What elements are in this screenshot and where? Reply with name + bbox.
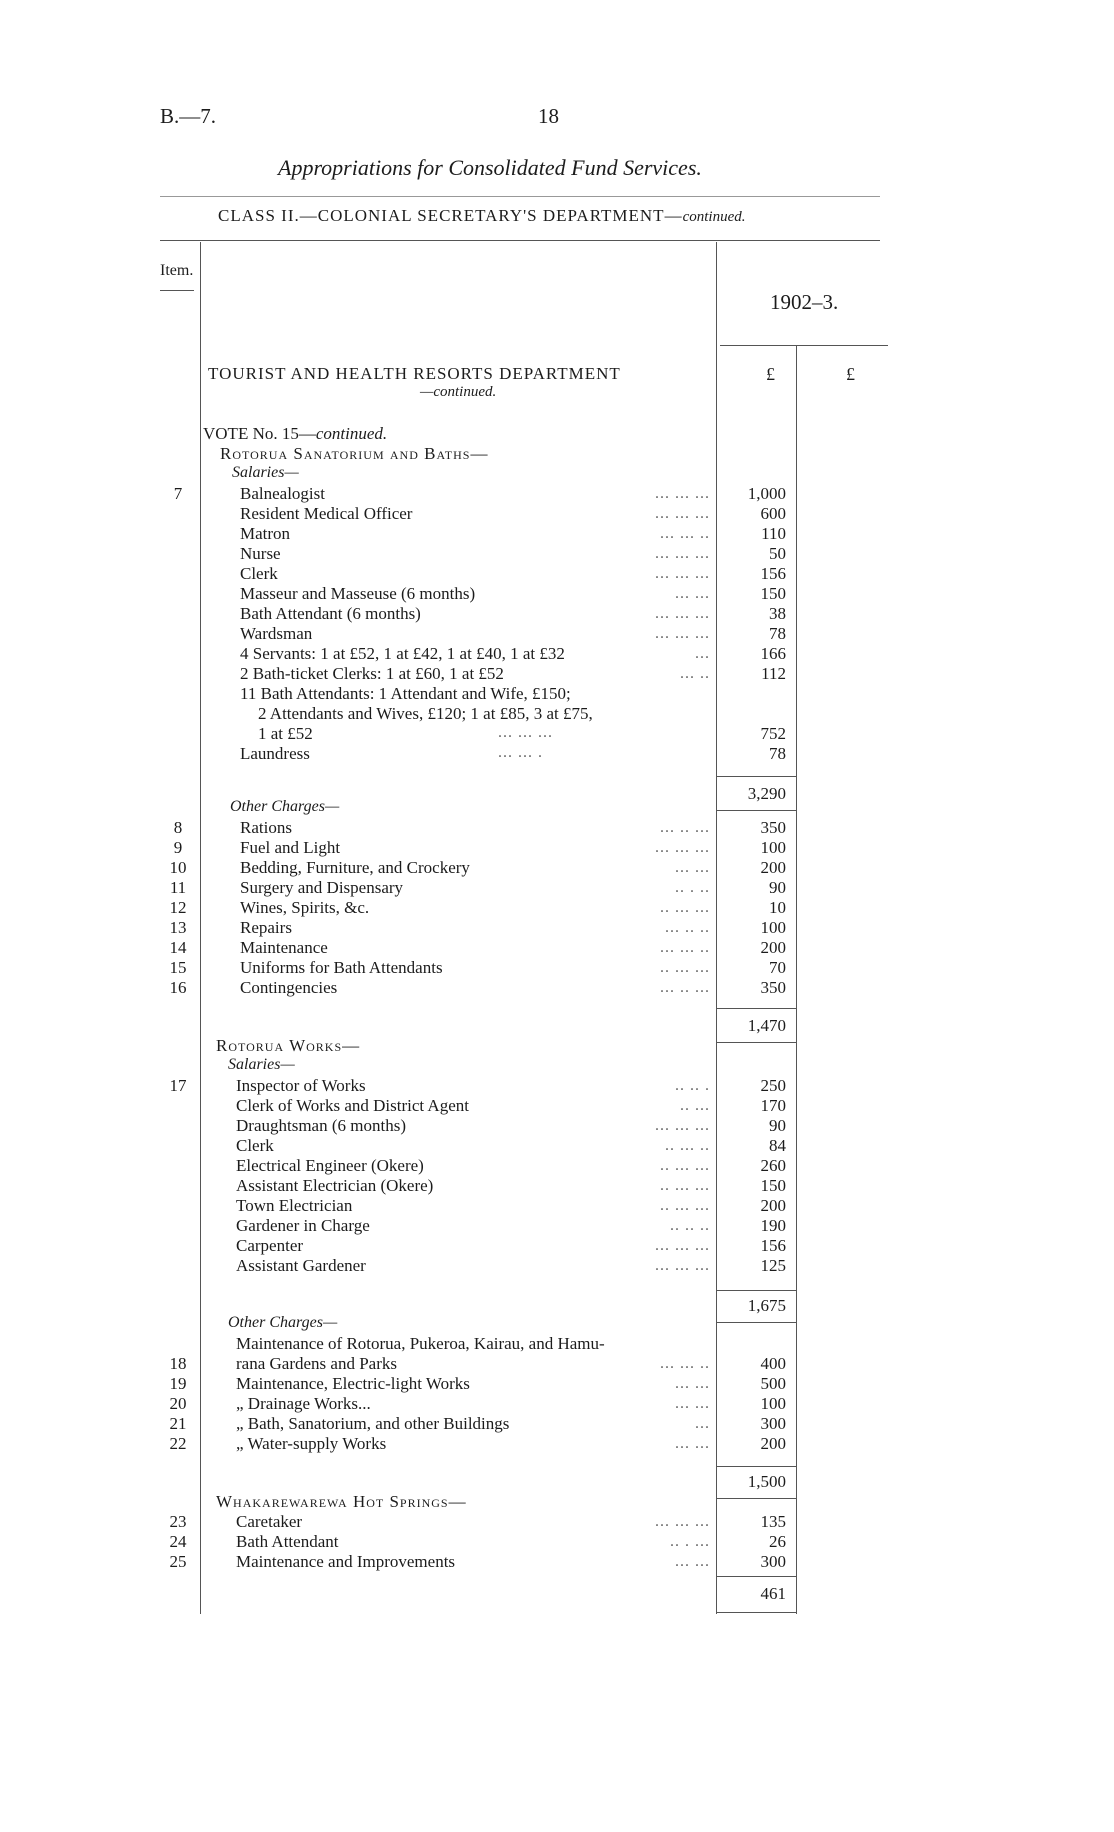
ledger-row <box>0 604 1114 624</box>
class-heading-main: CLASS II.—COLONIAL SECRETARY'S DEPARTMENT— <box>218 206 683 225</box>
item-amount: 250 <box>760 1076 786 1095</box>
leader-dots: ... ... ... <box>655 1237 710 1254</box>
item-amount: 300 <box>760 1552 786 1571</box>
item-amount: 90 <box>769 878 786 897</box>
salaries-label-2: Salaries— <box>228 1056 295 1073</box>
item-number: 16 <box>169 978 187 997</box>
ledger-row <box>0 1374 1114 1394</box>
leader-dots: ... ... ... <box>655 485 710 502</box>
subtotal-rule-4b <box>716 1498 796 1499</box>
laundress-label: Laundress <box>240 744 310 763</box>
leader-dots: ... ... ... <box>655 505 710 522</box>
subtotal-rule-2b <box>716 1042 796 1043</box>
item-header-rule <box>160 290 194 291</box>
ledger-row <box>0 938 1114 958</box>
item-number: 15 <box>169 958 187 977</box>
item-number: 7 <box>173 484 183 503</box>
item-amount: 166 <box>760 644 786 663</box>
leader-dots: .. .. . <box>675 1077 710 1094</box>
ledger-row <box>0 918 1114 938</box>
item-description: „ Drainage Works... <box>236 1394 371 1413</box>
item-description: Clerk <box>240 564 278 583</box>
leader-dots: ... ... ... <box>655 1257 710 1274</box>
subtotal-other-2: 1,500 <box>747 1472 786 1491</box>
ledger-row <box>0 858 1114 878</box>
item-number: 25 <box>169 1552 187 1571</box>
item-amount: 400 <box>760 1354 786 1373</box>
subtotal-rule-5b <box>716 1612 796 1613</box>
item-description: Wardsman <box>240 624 313 643</box>
leader-dots: ... ... <box>675 1395 710 1412</box>
item-amount: 200 <box>760 938 786 957</box>
item-number: 12 <box>169 898 187 917</box>
item-amount: 1,000 <box>747 484 786 503</box>
ledger-row <box>0 1216 1114 1236</box>
year-header-rule <box>720 345 888 346</box>
bath-attendants-line-3: 1 at £52 <box>258 724 313 743</box>
bath-attendants-line-1: 11 Bath Attendants: 1 Attendant and Wife, £150; <box>240 684 571 703</box>
item-description: Matron <box>240 524 291 543</box>
item-description: Gardener in Charge <box>236 1216 370 1235</box>
bath-attendants-amount: 752 <box>760 724 786 743</box>
subtotal-rule-2 <box>716 1008 796 1009</box>
item-description: Maintenance and Improvements <box>236 1552 456 1571</box>
item-description: Repairs <box>240 918 292 937</box>
item-amount: 70 <box>769 958 786 977</box>
leader-dots: .. . .. <box>675 879 710 896</box>
item-description: Clerk <box>236 1136 274 1155</box>
item-description: Inspector of Works <box>236 1076 366 1095</box>
item-amount: 125 <box>760 1256 786 1275</box>
leader-dots: ... ... <box>675 585 710 602</box>
maintenance-gardens-line-1: Maintenance of Rotorua, Pukeroa, Kairau, and Hamu- <box>236 1334 605 1353</box>
leader-dots: .. ... .. <box>665 1137 710 1154</box>
ledger-row <box>0 664 1114 684</box>
item-description: Resident Medical Officer <box>240 504 413 523</box>
bath-attendants-dots: ... ... ... <box>498 724 553 741</box>
subtotal-other-1: 1,470 <box>747 1016 786 1035</box>
item-number: 10 <box>169 858 187 877</box>
class-rule <box>160 240 880 241</box>
ledger-row <box>0 624 1114 644</box>
ledger-row <box>0 544 1114 564</box>
section-rotorua-sanatorium: Rotorua Sanatorium and Baths— <box>220 444 489 463</box>
item-description: Draughtsman (6 months) <box>236 1116 406 1135</box>
item-description: Balnealogist <box>240 484 325 503</box>
leader-dots: ... ... <box>675 1553 710 1570</box>
subtotal-rule-3b <box>716 1322 796 1323</box>
item-description: Wines, Spirits, &c. <box>240 898 370 917</box>
leader-dots: ... ... .. <box>660 525 710 542</box>
item-number: 24 <box>169 1532 187 1551</box>
leader-dots: ... ... ... <box>655 605 710 622</box>
subtotal-rule-3 <box>716 1290 796 1291</box>
ledger-row <box>0 1116 1114 1136</box>
ledger-row <box>0 1512 1114 1532</box>
leader-dots: ... ... ... <box>655 839 710 856</box>
currency-symbol-2: £ <box>846 364 855 384</box>
ledger-row <box>0 1256 1114 1276</box>
department-heading: TOURIST AND HEALTH RESORTS DEPARTMENT <box>208 364 621 383</box>
leader-dots: ... <box>695 1415 710 1432</box>
subtotal-rule-4 <box>716 1466 796 1467</box>
subtotal-salaries-2: 1,675 <box>747 1296 786 1315</box>
leader-dots: ... ... .. <box>660 1355 710 1372</box>
item-amount: 260 <box>760 1156 786 1175</box>
item-number: 14 <box>169 938 187 957</box>
vote-heading <box>203 424 387 444</box>
vote-label: VOTE No. 15— <box>203 424 316 443</box>
item-description: Bath Attendant <box>236 1532 339 1551</box>
leader-dots: .. ... ... <box>660 1177 710 1194</box>
leader-dots: ... ... ... <box>655 1117 710 1134</box>
item-description: Fuel and Light <box>240 838 341 857</box>
item-amount: 100 <box>760 918 786 937</box>
item-description: rana Gardens and Parks <box>236 1354 397 1373</box>
ledger-row <box>0 564 1114 584</box>
item-description: Uniforms for Bath Attendants <box>240 958 443 977</box>
item-amount: 78 <box>769 624 786 643</box>
other-charges-label-1: Other Charges— <box>230 798 340 815</box>
leader-dots: .. ... ... <box>660 959 710 976</box>
leader-dots: .. ... <box>680 1097 710 1114</box>
laundress-dots: ... ... . <box>498 744 543 761</box>
leader-dots: .. ... ... <box>660 899 710 916</box>
item-amount: 100 <box>760 1394 786 1413</box>
ledger-row <box>0 504 1114 524</box>
item-description: „ Water-supply Works <box>236 1434 387 1453</box>
laundress-amount: 78 <box>769 744 786 763</box>
leader-dots: ... .. ... <box>660 819 710 836</box>
item-description: Bedding, Furniture, and Crockery <box>240 858 470 877</box>
ledger-row <box>0 978 1114 998</box>
leader-dots: .. ... ... <box>660 1157 710 1174</box>
item-amount: 350 <box>760 978 786 997</box>
ledger-row <box>0 878 1114 898</box>
ledger-row <box>0 898 1114 918</box>
leader-dots: ... .. .. <box>665 919 710 936</box>
item-description: Maintenance <box>240 938 328 957</box>
section-whakarewarewa: Whakarewarewa Hot Springs— <box>216 1492 467 1511</box>
item-amount: 200 <box>760 1196 786 1215</box>
item-description: 4 Servants: 1 at £52, 1 at £42, 1 at £40, 1 at £32 <box>240 644 565 663</box>
leader-dots: ... ... <box>675 859 710 876</box>
item-number: 11 <box>169 878 187 897</box>
item-amount: 38 <box>769 604 786 623</box>
ledger-row <box>0 644 1114 664</box>
item-description: Rations <box>240 818 292 837</box>
page-number: 18 <box>538 104 559 128</box>
title-rule <box>160 196 880 197</box>
item-amount: 100 <box>760 838 786 857</box>
item-number: 18 <box>169 1354 187 1373</box>
leader-dots: ... .. ... <box>660 979 710 996</box>
subtotal-springs: 461 <box>760 1584 786 1603</box>
item-description: Assistant Electrician (Okere) <box>236 1176 434 1195</box>
ledger-row <box>0 1354 1114 1374</box>
ledger-row <box>0 1176 1114 1196</box>
ledger-row <box>0 1414 1114 1434</box>
document-ref: B.—7. <box>160 104 217 128</box>
leader-dots: ... ... ... <box>655 625 710 642</box>
item-description: Nurse <box>240 544 281 563</box>
item-number: 17 <box>169 1076 187 1095</box>
leader-dots: ... <box>695 645 710 662</box>
item-amount: 156 <box>760 564 786 583</box>
item-description: Contingencies <box>240 978 338 997</box>
item-number: 21 <box>169 1414 187 1433</box>
item-amount: 190 <box>760 1216 786 1235</box>
leader-dots: .. ... ... <box>660 1197 710 1214</box>
ledger-row <box>0 484 1114 504</box>
ledger-row <box>0 1076 1114 1096</box>
ledger-row <box>0 1394 1114 1414</box>
item-column-header: Item. <box>160 262 194 279</box>
leader-dots: ... ... <box>675 1435 710 1452</box>
item-number: 13 <box>169 918 187 937</box>
other-charges-label-2: Other Charges— <box>228 1314 338 1331</box>
section-rotorua-works: Rotorua Works— <box>216 1036 361 1055</box>
currency-symbol-1: £ <box>766 364 775 384</box>
item-description: Surgery and Dispensary <box>240 878 404 897</box>
subtotal-salaries-1: 3,290 <box>747 784 786 803</box>
ledger-row <box>0 1532 1114 1552</box>
ledger-row <box>0 818 1114 838</box>
leader-dots: .. .. .. <box>670 1217 710 1234</box>
item-number: 19 <box>169 1374 187 1393</box>
ledger-row <box>0 1196 1114 1216</box>
leader-dots: ... ... ... <box>655 565 710 582</box>
item-amount: 300 <box>760 1414 786 1433</box>
item-number: 23 <box>169 1512 187 1531</box>
ledger-row <box>0 584 1114 604</box>
class-heading-cont: continued. <box>682 209 746 225</box>
item-number: 22 <box>169 1434 187 1453</box>
item-amount: 200 <box>760 1434 786 1453</box>
item-amount: 150 <box>760 584 786 603</box>
page-title: Appropriations for Consolidated Fund Services. <box>278 155 702 180</box>
item-number: 8 <box>173 818 183 837</box>
item-amount: 135 <box>760 1512 786 1531</box>
item-amount: 112 <box>761 664 786 683</box>
leader-dots: ... .. <box>680 665 710 682</box>
item-amount: 350 <box>760 818 786 837</box>
item-amount: 170 <box>760 1096 786 1115</box>
salaries-label-1: Salaries— <box>232 464 299 481</box>
item-number: 20 <box>169 1394 187 1413</box>
leader-dots: ... ... .. <box>660 939 710 956</box>
item-amount: 90 <box>769 1116 786 1135</box>
item-amount: 150 <box>760 1176 786 1195</box>
vote-cont: continued. <box>315 424 388 443</box>
item-amount: 500 <box>760 1374 786 1393</box>
subtotal-rule-5 <box>716 1576 796 1577</box>
item-description: Town Electrician <box>236 1196 353 1215</box>
leader-dots: .. . ... <box>670 1533 710 1550</box>
leader-dots: ... ... <box>675 1375 710 1392</box>
department-heading-cont: —continued. <box>420 384 497 400</box>
item-description: „ Bath, Sanatorium, and other Buildings <box>236 1414 510 1433</box>
item-amount: 50 <box>769 544 786 563</box>
item-description: Masseur and Masseuse (6 months) <box>240 584 476 603</box>
ledger-row <box>0 1156 1114 1176</box>
ledger-row <box>0 1434 1114 1454</box>
ledger-row <box>0 1552 1114 1572</box>
subtotal-rule-1b <box>716 810 796 811</box>
item-amount: 26 <box>769 1532 786 1551</box>
item-description: Clerk of Works and District Agent <box>236 1096 469 1115</box>
subtotal-rule-1 <box>716 776 796 777</box>
item-description: Maintenance, Electric-light Works <box>236 1374 470 1393</box>
class-heading <box>218 206 745 226</box>
ledger-row <box>0 958 1114 978</box>
item-number: 9 <box>173 838 183 857</box>
item-description: Electrical Engineer (Okere) <box>236 1156 424 1175</box>
ledger-row <box>0 838 1114 858</box>
item-amount: 10 <box>769 898 786 917</box>
item-amount: 84 <box>769 1136 786 1155</box>
bath-attendants-line-2: 2 Attendants and Wives, £120; 1 at £85, 3 at £75, <box>258 704 593 723</box>
ledger-row <box>0 1136 1114 1156</box>
item-description: Caretaker <box>236 1512 303 1531</box>
item-description: Carpenter <box>236 1236 304 1255</box>
item-description: 2 Bath-ticket Clerks: 1 at £60, 1 at £52 <box>240 664 504 683</box>
item-description: Bath Attendant (6 months) <box>240 604 421 623</box>
item-amount: 156 <box>760 1236 786 1255</box>
item-amount: 600 <box>760 504 786 523</box>
item-amount: 200 <box>760 858 786 877</box>
ledger-row <box>0 1236 1114 1256</box>
leader-dots: ... ... ... <box>655 545 710 562</box>
item-description: Assistant Gardener <box>236 1256 366 1275</box>
year-column-header: 1902–3. <box>770 290 839 314</box>
ledger-row <box>0 1096 1114 1116</box>
item-amount: 110 <box>761 524 786 543</box>
ledger-row <box>0 524 1114 544</box>
leader-dots: ... ... ... <box>655 1513 710 1530</box>
